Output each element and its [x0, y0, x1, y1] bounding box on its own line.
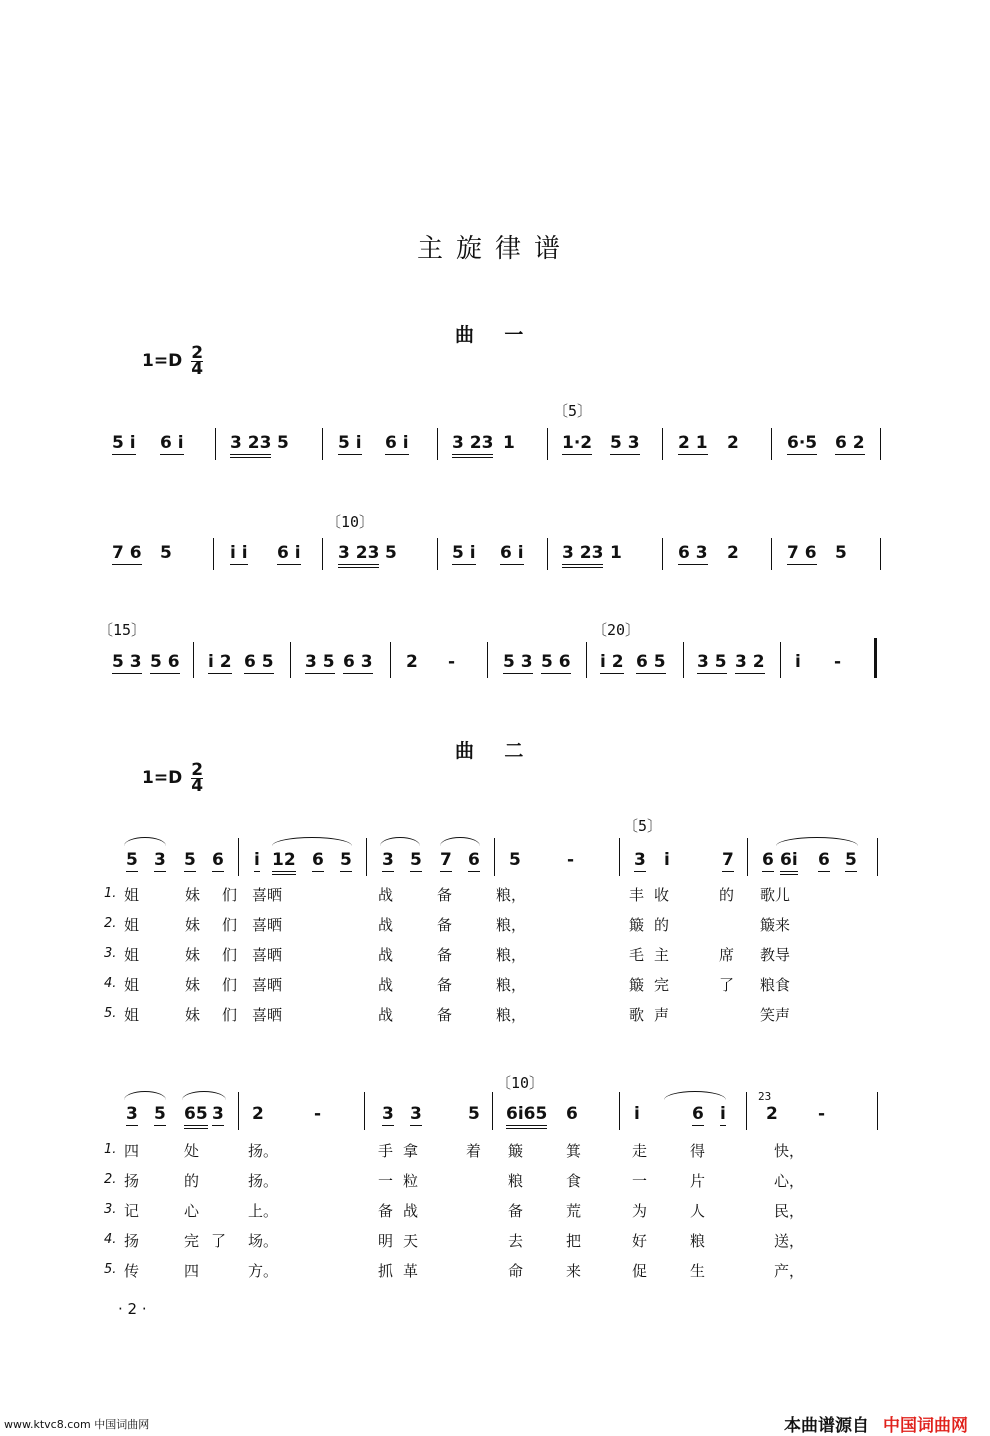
slur [124, 1091, 166, 1100]
barline [238, 1092, 239, 1130]
note-group: i i [230, 543, 248, 563]
note: 5 [509, 850, 521, 870]
page-number: · 2 · [118, 1300, 147, 1318]
barline [487, 642, 488, 678]
barline [771, 428, 772, 460]
note-group: 5 3 [503, 652, 533, 672]
verse-number: 2. [104, 1172, 117, 1187]
note: 5 [845, 850, 857, 870]
note-group: 7 6 [112, 543, 142, 563]
verse-number: 1. [104, 886, 117, 901]
note-group: 6 3 [678, 543, 708, 563]
lyric: 喜晒 [252, 916, 283, 934]
barline [492, 1092, 493, 1130]
lyric: 心 [184, 1202, 212, 1220]
barline [747, 838, 748, 876]
lyric: 民， [774, 1202, 805, 1220]
barline [880, 538, 881, 570]
lyric: 一粒 [378, 1172, 429, 1190]
note: i [634, 1104, 640, 1124]
note: 7 [722, 850, 734, 870]
note: 3 [212, 1104, 224, 1124]
verse-number: 4. [104, 1232, 117, 1247]
lyric: 姐 [124, 976, 140, 994]
rest-dash: - [448, 652, 456, 672]
lyric: 的 [184, 1172, 212, 1190]
note: 5 [126, 850, 138, 870]
note-group: 2 1 [678, 433, 708, 453]
lyric: 喜晒 [252, 886, 283, 904]
note: 2 [252, 1104, 264, 1124]
lyric: 粮 [508, 1172, 524, 1190]
lyric: 教导 [760, 946, 791, 964]
note: 5 [184, 850, 196, 870]
slur [440, 837, 480, 846]
note-group: 6 i [277, 543, 301, 563]
lyric: 命 [508, 1262, 524, 1280]
barline [366, 838, 367, 876]
lyric: 完了 [184, 1232, 239, 1250]
barline [238, 838, 239, 876]
barline [662, 428, 663, 460]
verse-number: 5. [104, 1262, 117, 1277]
measure-marker: 〔10〕 [326, 513, 375, 531]
lyric: 箕 [566, 1142, 582, 1160]
tune2-time-den: 4 [191, 776, 204, 796]
lyric: 心， [774, 1172, 805, 1190]
lyric: 来 [566, 1262, 582, 1280]
lyric: 笑声 [760, 1006, 791, 1024]
barline [880, 428, 881, 460]
note: i [254, 850, 260, 870]
lyric: 了 [719, 976, 735, 994]
lyric: 生 [690, 1262, 706, 1280]
note: 2 [406, 652, 418, 672]
note: 1 [503, 433, 515, 453]
barline [290, 642, 291, 678]
note: i [664, 850, 670, 870]
note: 5 [277, 433, 289, 453]
note: 3 [154, 850, 166, 870]
note-group: 65 [184, 1104, 208, 1129]
barline [437, 538, 438, 570]
lyric: 一 [632, 1172, 648, 1190]
lyric: 快， [774, 1142, 805, 1160]
note: 5 [340, 850, 352, 870]
verse-number: 1. [104, 1142, 117, 1157]
final-barline [874, 638, 877, 678]
lyric: 丰收 [629, 886, 680, 904]
barline [771, 538, 772, 570]
lyric: 喜晒 [252, 976, 283, 994]
lyric: 走 [632, 1142, 648, 1160]
lyric: 送， [774, 1232, 805, 1250]
note: 1 [610, 543, 622, 563]
lyric: 粮， [496, 886, 527, 904]
note: 6 [692, 1104, 704, 1124]
rest-dash: - [314, 1104, 322, 1124]
note-group: 3 23 [230, 433, 271, 458]
lyric: 粮， [496, 916, 527, 934]
footer-brand-link[interactable]: 中国词曲网 [883, 1416, 968, 1436]
lyric: 备 [437, 1006, 453, 1024]
lyric: 战 [378, 886, 394, 904]
lyric: 四 [184, 1262, 212, 1280]
verse-number: 4. [104, 976, 117, 991]
tune1-key-signature [142, 343, 204, 379]
note: 5 [160, 543, 172, 563]
note: i [720, 1104, 726, 1124]
note: 6 [312, 850, 324, 870]
measure-marker: 〔5〕 [553, 402, 593, 420]
tune1-time-num: 2 [191, 343, 204, 363]
lyric: 明天 [378, 1232, 429, 1250]
measure-marker: 〔15〕 [98, 621, 147, 639]
barline [322, 538, 323, 570]
tune1-key: 1=D [142, 351, 183, 371]
lyric: 粮 [690, 1232, 706, 1250]
lyric: 扬。 [248, 1172, 279, 1190]
note-group: 6·5 [787, 433, 818, 453]
lyric: 战 [378, 946, 394, 964]
lyric: 粮食 [760, 976, 791, 994]
barline [364, 1092, 365, 1130]
measure-marker: 〔10〕 [496, 1074, 545, 1092]
barline [877, 1092, 878, 1130]
footer-source-prefix: 本曲谱源自 [784, 1416, 869, 1436]
lyric: 妹们 [185, 886, 260, 904]
lyric: 抓革 [378, 1262, 429, 1280]
lyric: 扬。 [248, 1142, 279, 1160]
lyric: 备战 [378, 1202, 429, 1220]
tune2-time-signature [191, 760, 204, 796]
lyric: 荒 [566, 1202, 582, 1220]
note-group: 3 23 [562, 543, 603, 568]
note: 3 [410, 1104, 422, 1124]
lyric: 簸来 [760, 916, 791, 934]
lyric: 备 [437, 886, 453, 904]
note-group: 3 23 [452, 433, 493, 458]
lyric: 备 [437, 916, 453, 934]
lyric: 的 [719, 886, 735, 904]
barline [619, 1092, 620, 1130]
note-group: 3 5 [305, 652, 335, 672]
lyric: 处 [184, 1142, 212, 1160]
barline [662, 538, 663, 570]
lyric: 粮， [496, 1006, 527, 1024]
lyric: 上。 [248, 1202, 279, 1220]
note: 5 [385, 543, 397, 563]
lyric: 记 [124, 1202, 140, 1220]
lyric: 粮， [496, 976, 527, 994]
note-group: 3 2 [735, 652, 765, 672]
barline [547, 538, 548, 570]
barline [547, 428, 548, 460]
lyric: 战 [378, 1006, 394, 1024]
lyric: 粮， [496, 946, 527, 964]
note: 3 [126, 1104, 138, 1124]
note: 2 [766, 1104, 778, 1124]
lyric: 好 [632, 1232, 648, 1250]
note: 5 [154, 1104, 166, 1124]
lyric: 妹们 [185, 916, 260, 934]
tune1-time-den: 4 [191, 359, 204, 379]
lyric: 片 [690, 1172, 706, 1190]
lyric: 方。 [248, 1262, 279, 1280]
note: 5 [468, 1104, 480, 1124]
lyric: 场。 [248, 1232, 279, 1250]
note: 3 [382, 1104, 394, 1124]
tune1-time-signature [191, 343, 204, 379]
note-group: 5 6 [541, 652, 571, 672]
note-group: 6 i [500, 543, 524, 563]
note-group: 6 3 [343, 652, 373, 672]
footer-website-link[interactable]: www.ktvc8.com 中国词曲网 [4, 1418, 150, 1431]
note: 7 [440, 850, 452, 870]
note: 6 [818, 850, 830, 870]
barline [619, 838, 620, 876]
note-group: 5 i [338, 433, 362, 453]
verse-number: 2. [104, 916, 117, 931]
lyric: 簸完 [629, 976, 680, 994]
note: i [795, 652, 801, 672]
barline [390, 642, 391, 678]
note-group: 6 5 [244, 652, 274, 672]
barline [213, 538, 214, 570]
note-group: 6i65 [506, 1104, 547, 1129]
lyric: 把 [566, 1232, 582, 1250]
lyric: 歌儿 [760, 886, 791, 904]
verse-number: 3. [104, 1202, 117, 1217]
verse-number: 3. [104, 946, 117, 961]
lyric: 四 [124, 1142, 140, 1160]
note-group: 6 i [160, 433, 184, 453]
rest-dash: - [567, 850, 575, 870]
note-group: 5 i [112, 433, 136, 453]
note-group: 7 6 [787, 543, 817, 563]
note: 6 [762, 850, 774, 870]
note-group: i 2 [208, 652, 232, 672]
tune2-key: 1=D [142, 768, 183, 788]
barline [780, 642, 781, 678]
note: 6 [566, 1104, 578, 1124]
note-group: 6 i [385, 433, 409, 453]
slur [182, 1091, 226, 1100]
lyric: 得 [690, 1142, 706, 1160]
barline [193, 642, 194, 678]
lyric: 簸 [508, 1142, 524, 1160]
verse-number: 5. [104, 1006, 117, 1021]
slur [272, 837, 352, 846]
footer-source-credit [784, 1411, 968, 1436]
barline [494, 838, 495, 876]
lyric: 备 [437, 946, 453, 964]
note-group: 6i [780, 850, 798, 875]
note: 3 [634, 850, 646, 870]
lyric: 毛主 [629, 946, 680, 964]
lyric: 促 [632, 1262, 648, 1280]
note-group: 6 5 [636, 652, 666, 672]
lyric: 扬 [124, 1172, 140, 1190]
lyric: 喜晒 [252, 1006, 283, 1024]
note-group: 3 23 [338, 543, 379, 568]
note: 6 [212, 850, 224, 870]
lyric: 战 [378, 916, 394, 934]
note-group: 1·2 [562, 433, 593, 453]
tune2-time-num: 2 [191, 760, 204, 780]
lyric: 产， [774, 1262, 805, 1280]
note: 2 [727, 433, 739, 453]
rest-dash: - [818, 1104, 826, 1124]
barline [437, 428, 438, 460]
note: 2 [727, 543, 739, 563]
lyric: 姐 [124, 916, 140, 934]
barline [586, 642, 587, 678]
lyric: 去 [508, 1232, 524, 1250]
tune2-key-signature [142, 760, 204, 796]
note: 3 [382, 850, 394, 870]
note-group: 12 [272, 850, 296, 875]
note: 6 [468, 850, 480, 870]
lyric: 妹们 [185, 976, 260, 994]
tune1-title: 曲一 [455, 324, 554, 346]
lyric: 姐 [124, 886, 140, 904]
slur [124, 837, 166, 846]
lyric: 战 [378, 976, 394, 994]
lyric: 传 [124, 1262, 140, 1280]
lyric: 着 [466, 1142, 482, 1160]
lyric: 备 [437, 976, 453, 994]
note-group: 5 3 [610, 433, 640, 453]
measure-marker: 〔20〕 [592, 621, 641, 639]
note-group: 3 5 [697, 652, 727, 672]
lyric: 扬 [124, 1232, 140, 1250]
note-group: 6 2 [835, 433, 865, 453]
page-title: 主旋律谱 [416, 234, 573, 264]
barline [877, 838, 878, 876]
lyric: 席 [719, 946, 735, 964]
lyric: 食 [566, 1172, 582, 1190]
note-group: i 2 [600, 652, 624, 672]
grace-notes: 23 [758, 1090, 772, 1103]
lyric: 备 [508, 1202, 524, 1220]
note: 5 [835, 543, 847, 563]
lyric: 歌声 [629, 1006, 680, 1024]
barline [215, 428, 216, 460]
note-group: 5 6 [150, 652, 180, 672]
rest-dash: - [834, 652, 842, 672]
lyric: 手拿 [378, 1142, 429, 1160]
lyric: 喜晒 [252, 946, 283, 964]
lyric: 妹们 [185, 1006, 260, 1024]
lyric: 簸的 [629, 916, 680, 934]
barline [322, 428, 323, 460]
lyric: 妹们 [185, 946, 260, 964]
note: 5 [410, 850, 422, 870]
lyric: 姐 [124, 946, 140, 964]
measure-marker: 〔5〕 [623, 817, 663, 835]
lyric: 人 [690, 1202, 706, 1220]
barline [683, 642, 684, 678]
slur [664, 1091, 726, 1100]
note-group: 5 i [452, 543, 476, 563]
slur [776, 837, 858, 846]
tune2-title: 曲二 [455, 740, 554, 762]
lyric: 为 [632, 1202, 648, 1220]
lyric: 姐 [124, 1006, 140, 1024]
slur [380, 837, 420, 846]
note-group: 5 3 [112, 652, 142, 672]
barline [746, 1092, 747, 1130]
